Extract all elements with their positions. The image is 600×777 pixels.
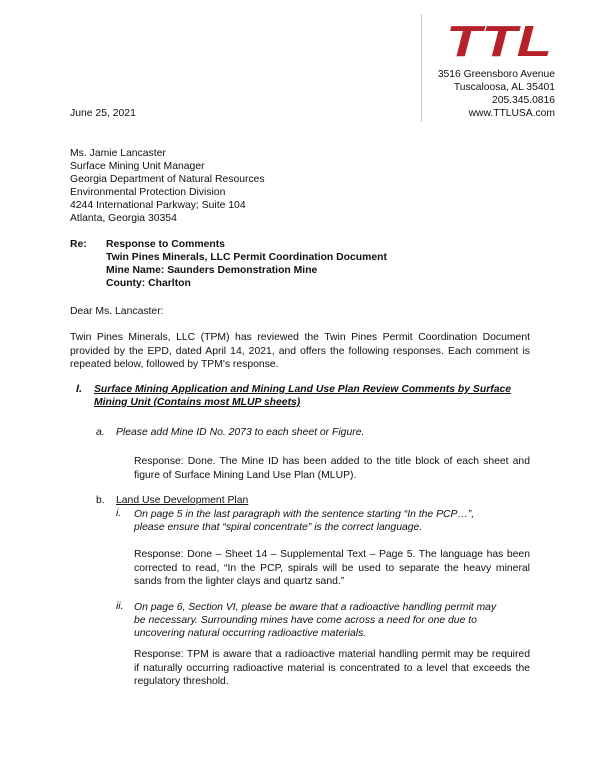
section-numeral: I. [76, 383, 83, 395]
letter-date: June 25, 2021 [70, 108, 136, 119]
item-a-marker: a. [96, 427, 105, 438]
sub-i-marker: i. [116, 508, 122, 519]
address-line-1: 3516 Greensboro Avenue [437, 69, 555, 80]
website-suffix: .com [532, 108, 555, 119]
website-link[interactable] [469, 107, 555, 120]
recipient-line: Surface Mining Unit Manager [70, 161, 205, 172]
re-line: County: Charlton [106, 278, 191, 289]
section-title-line-1: Surface Mining Application and Mining Land Use Plan Review Comments by Surface [94, 384, 512, 395]
re-line: Mine Name: Saunders Demonstration Mine [106, 265, 318, 276]
intro-paragraph: Twin Pines Minerals, LLC (TPM) has reviewed the Twin Pines Permit Coordination Document provided by the EPD, dated April 14, 2021, and offers the following responses. Each comment is repeated below, followed by TPM's response. [70, 332, 530, 371]
recipient-line: Environmental Protection Division [70, 187, 226, 198]
re-line: Response to Comments [106, 239, 225, 250]
recipient-line: Atlanta, Georgia 30354 [70, 213, 177, 224]
phone-number: 205.345.0816 [492, 95, 555, 106]
recipient-line: Georgia Department of Natural Resources [70, 174, 265, 185]
recipient-line: 4244 International Parkway; Suite 104 [70, 200, 246, 211]
salutation: Dear Ms. Lancaster: [70, 306, 164, 317]
item-b-marker: b. [96, 495, 105, 506]
item-b-title: Land Use Development Plan [116, 495, 249, 506]
sub-ii-comment-line-2: be necessary. Surrounding mines have come across a need for one due to [134, 615, 477, 626]
website-brand: TTLUSA [493, 108, 533, 119]
sub-i-response: Response: Done – Sheet 14 – Supplemental Text – Page 5. The language has been corrected to read, “In the PCP, spirals will be used to separate the heavy mineral sands from the lighter clays and quartz sand.” [134, 549, 530, 588]
sub-ii-comment-line-1: On page 6, Section VI, please be aware that a radioactive handling permit may [134, 602, 497, 613]
letterhead [421, 14, 555, 122]
sub-ii-comment-line-3: uncovering natural occurring radioactive materials. [134, 628, 367, 639]
item-a-response: Response: Done. The Mine ID has been added to the title block of each sheet and figure of Surface Mining Land Use Plan (MLUP). [134, 456, 530, 481]
logo-text: TTL [446, 20, 552, 62]
item-a-comment: Please add Mine ID No. 2073 to each sheet or Figure. [116, 427, 365, 438]
sub-ii-marker: ii. [116, 601, 124, 612]
re-label: Re: [70, 239, 87, 250]
recipient-line: Ms. Jamie Lancaster [70, 148, 166, 159]
sub-i-comment-line-2: please ensure that “spiral concentrate” is the correct language. [134, 522, 423, 533]
sub-ii-response: Response: TPM is aware that a radioactive material handling permit may be required if naturally occurring radioactive material is concentrated to a level that exceeds the regulatory threshold. [134, 649, 530, 688]
re-line: Twin Pines Minerals, LLC Permit Coordination Document [106, 252, 387, 263]
sub-i-comment-line-1: On page 5 in the last paragraph with the sentence starting “In the PCP…”, [134, 509, 475, 520]
section-title-line-2: Mining Unit (Contains most MLUP sheets) [94, 397, 301, 408]
ttl-logo [444, 20, 556, 62]
website-prefix: www. [468, 108, 494, 119]
address-line-2: Tuscaloosa, AL 35401 [453, 82, 555, 93]
